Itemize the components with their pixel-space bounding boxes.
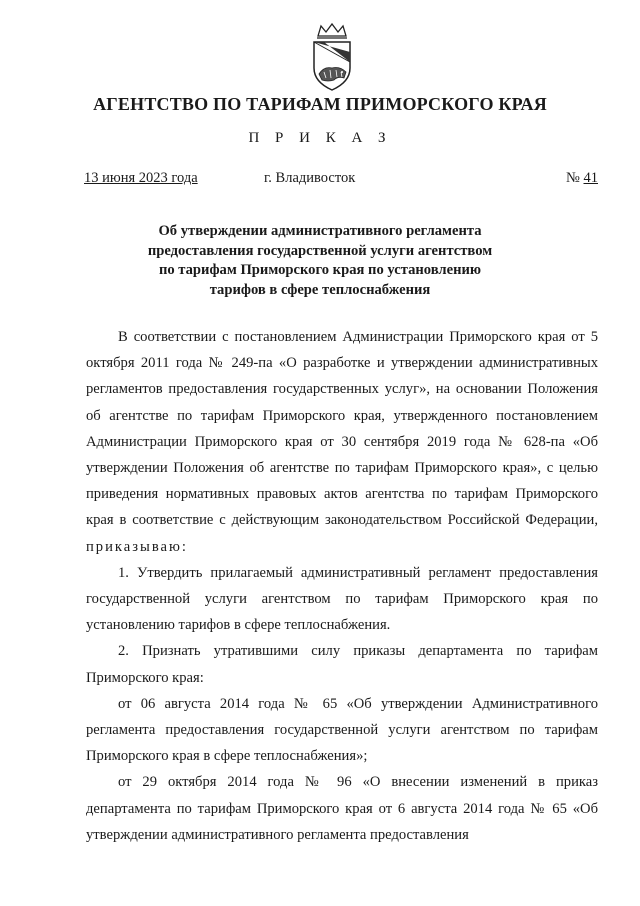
title-line: Об утверждении административного регламента [158,223,482,239]
document-date: 13 июня 2023 года [84,170,198,186]
paragraph-sub-1: от 06 августа 2014 года № 65 «Об утверждении Административного регламента предоставления государственной услуги агентством по тарифам Приморского края в сфере теплоснабжения»; [86,695,598,765]
agency-name: АГЕНТСТВО ПО ТАРИФАМ ПРИМОРСКОГО КРАЯ [93,94,547,114]
paragraph-intro [86,324,598,560]
title-line: по тарифам Приморского края по установлению [158,262,482,278]
number-value: 41 [583,170,598,186]
paragraph-sub-2: от 29 октября 2014 года № 96 «О внесении изменений в приказ департамента по тарифам Приморского края от 6 августа 2014 года № 65 «Об утверждении административного регламента предоставления [86,774,598,843]
document-type: П Р И К А З [248,130,392,146]
document-title [100,222,540,300]
paragraph-item-1: 1. Утвердить прилагаемый административный регламент предоставления государственной услуги агентством по тарифам Приморского края по установлению тарифов в сфере теплоснабжения. [86,564,598,634]
document-body [86,324,598,848]
number-prefix: № [566,170,584,186]
document-city: г. Владивосток [264,170,356,186]
title-line: тарифов в сфере теплоснабжения [209,281,431,298]
paragraph-item-2: 2. Признать утратившими силу приказы департамента по тарифам Приморского края: [86,643,598,686]
title-line: предоставления государственной услуги агентством [147,242,493,259]
order-colon: : [181,538,186,555]
coat-of-arms-icon [302,22,362,92]
order-word: приказываю [86,538,182,555]
document-number [566,170,598,187]
document-meta [84,170,598,190]
intro-text: В соответствии с постановлением Администрации Приморского края от 5 октября 2011 года № 249-па «О разработке и утверждении административных регламентов предоставления государственных услуг», на основании Положения об агентстве по тарифам Приморского края, утвержденного постановлением Администрации Приморского края от 30 сентября 2019 года № 628-па «Об утверждении Положения об агентстве по тарифам Приморского края», с целью приведения нормативных правовых актов агентства по тарифам Приморского края в соответствие с действующим законодательством Российской Федерации, [86,329,598,529]
